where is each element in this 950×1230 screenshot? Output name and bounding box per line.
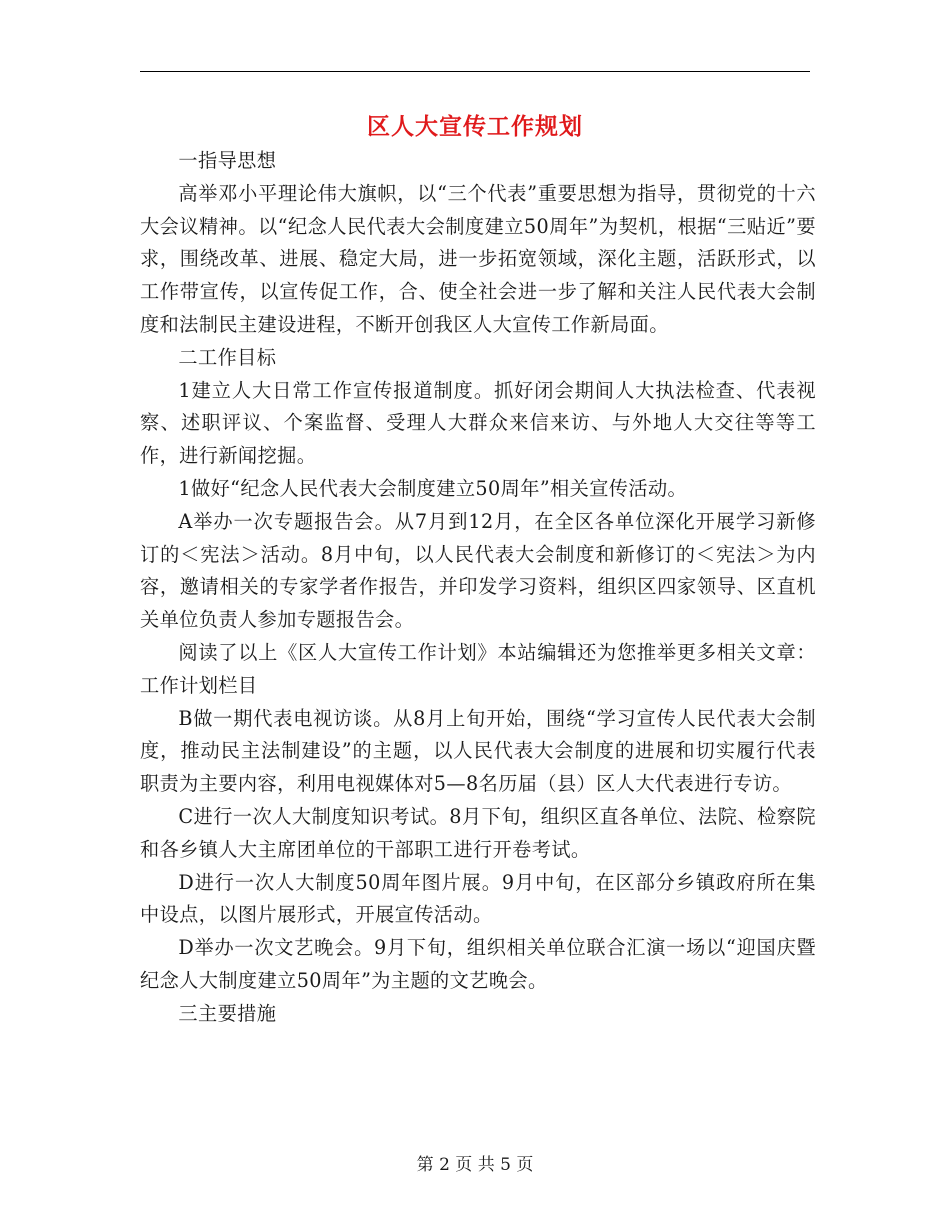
paragraph-goal-reporting-system: 1建立人大日常工作宣传报道制度。抓好闭会期间人大执法检查、代表视察、述职评议、个案监督、受理人大群众来信来访、与外地人大交往等等工作，进行新闻挖掘。 (140, 378, 816, 468)
paragraph-goal-anniversary: 1做好“纪念人民代表大会制度建立50周年”相关宣传活动。 (178, 476, 688, 500)
section-heading-work-goals: 二工作目标 (178, 345, 277, 369)
paragraph-item-d-photo-exhibit: D进行一次人大制度50周年图片展。9月中旬，在区部分乡镇政府所在集中设点，以图片展形式，开展宣传活动。 (140, 870, 816, 927)
paragraph-item-d-gala: D举办一次文艺晚会。9月下旬，组织相关单位联合汇演一场以“迎国庆暨纪念人大制度建立50周年”为主题的文艺晚会。 (140, 936, 816, 992)
page-number-footer: 第 2 页 共 5 页 (416, 1155, 534, 1175)
section-heading-guiding-thought: 一指导思想 (178, 149, 277, 172)
paragraph-item-b-tv-interview: B做一期代表电视访谈。从8月上旬开始，围绕“学习宣传人民代表大会制度，推动民主法制建设”的主题，以人民代表大会制度的进展和切实履行代表职责为主要内容，利用电视媒体对5—8名历届（县）区人大代表进行专访。 (140, 706, 816, 796)
paragraph-item-a-lecture: A举办一次专题报告会。从7月到12月，在全区各单位深化开展学习新修订的＜宪法＞活动。8月中旬，以人民代表大会制度和新修订的＜宪法＞为内容，邀请相关的专家学者作报告，并印发学习资料，组织区四家领导、区直机关单位负责人参加专题报告会。 (140, 509, 816, 632)
paragraph-item-c-exam: C进行一次人大制度知识考试。8月下旬，组织区直各单位、法院、检察院和各乡镇人大主席团单位的干部职工进行开卷考试。 (140, 804, 816, 861)
section-heading-main-measures: 三主要措施 (178, 1001, 277, 1025)
paragraph-related-articles: 阅读了以上《区人大宣传工作计划》本站编辑还为您推举更多相关文章：工作计划栏目 (140, 640, 816, 697)
paragraph-guiding-thought: 高举邓小平理论伟大旗帜，以“三个代表”重要思想为指导，贯彻党的十六大会议精神。以“纪念人民代表大会制度建立50周年”为契机，根据“三贴近”要求，围绕改革、进展、稳定大局，进一步拓宽领域，深化主题，活跃形式，以工作带宣传，以宣传促工作，合、使全社会进一步了解和关注人民代表大会制度和法制民主建设进程，不断开创我区人大宣传工作新局面。 (140, 181, 816, 336)
document-body (140, 145, 816, 1031)
header-rule (140, 71, 810, 72)
document-title: 区人大宣传工作规划 (367, 113, 583, 140)
